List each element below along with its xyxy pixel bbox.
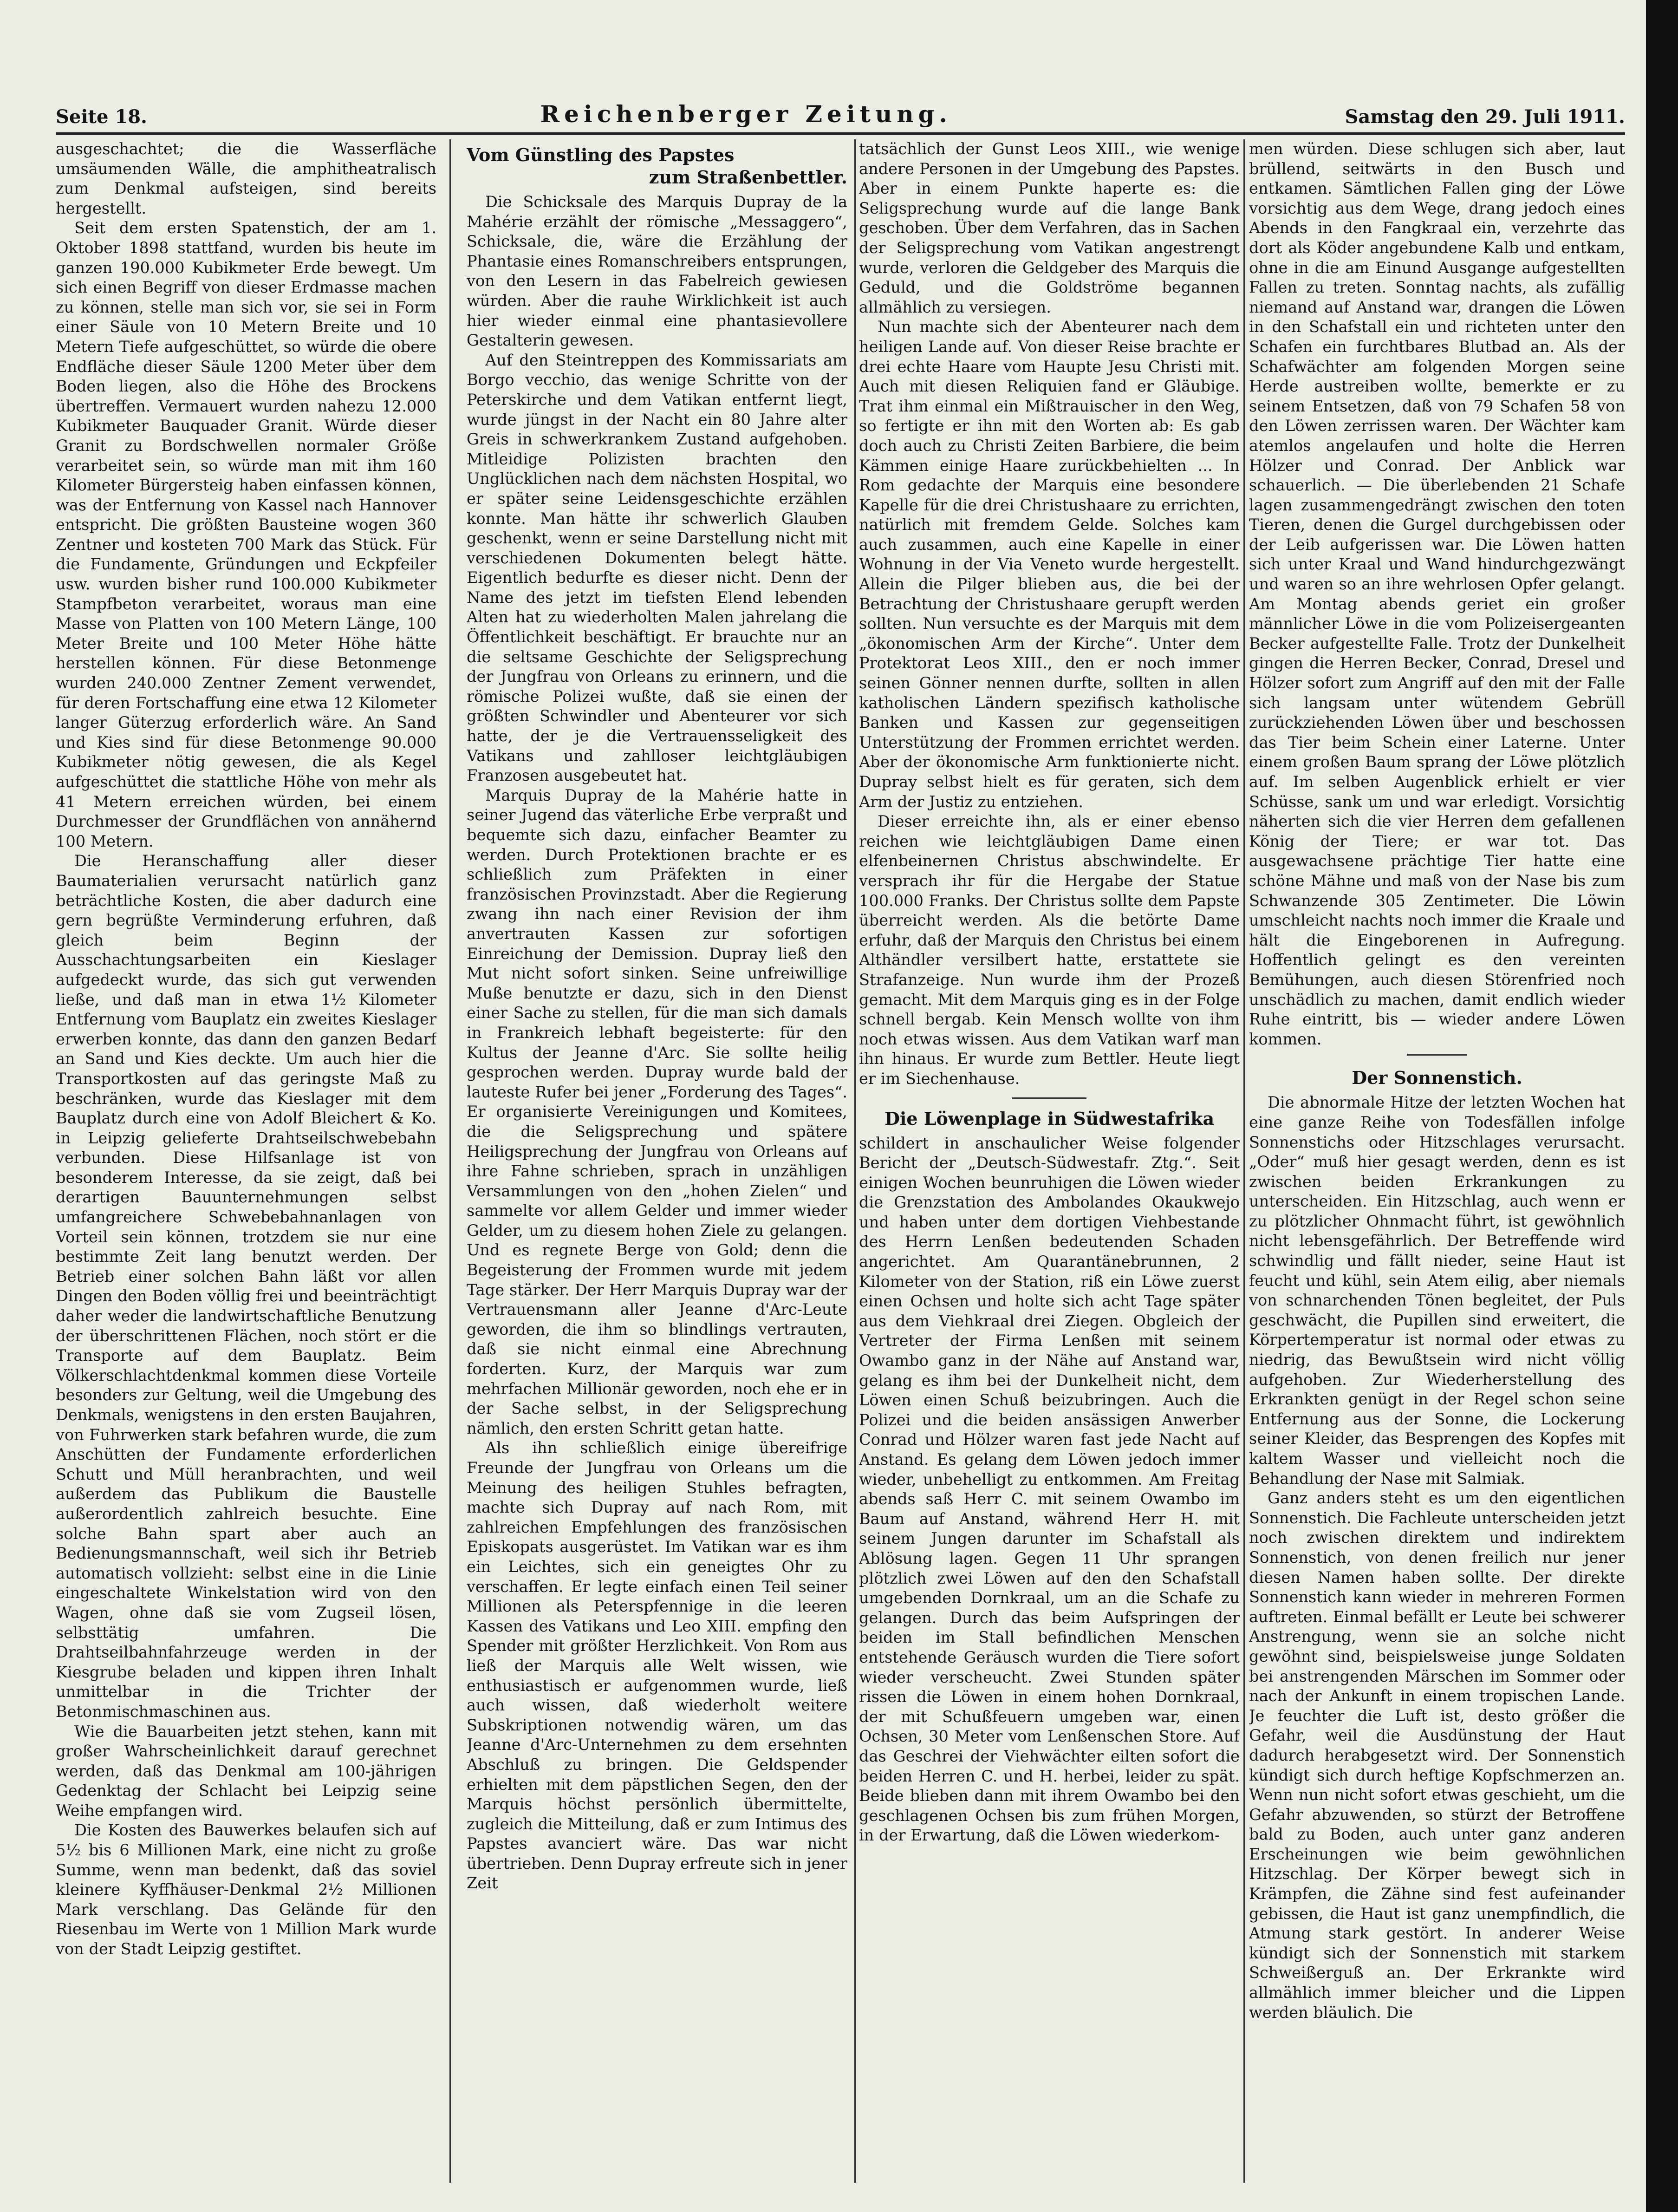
header-rule	[56, 132, 1625, 135]
headline-line: zum Straßenbettler.	[649, 167, 847, 188]
paragraph: Die Kosten des Bauwerkes belaufen sich auf 5½ bis 6 Millionen Mark, eine nicht zu große Summe, wenn man bedenkt, daß das soviel kleinere Kyffhäuser-Denkmal 2½ Millionen Mark verschlang. Das Gelände für den Riesenbau im Werte von 1 Million Mark wurde von der Stadt Leipzig gestiftet.	[56, 1821, 436, 1958]
column-divider	[449, 139, 451, 2183]
headline-line: Vom Günstling des Papstes	[467, 144, 735, 165]
paragraph: Ganz anders steht es um den eigentlichen Sonnenstich. Die Fachleute unterscheiden jetzt noch zwischen direktem und indirektem Sonnenstich, von denen freilich nur jener diesen Namen haben sollte. Der direkte Sonnenstich kann wieder in mehreren Formen auftreten. Einmal befällt er Leute bei schwerer Anstrengung, wenn sie an solche nicht gewöhnt sind, beispielsweise junge Soldaten bei anstrengenden Märschen im Sommer oder nach der Ankunft in einem tropischen Lande. Je feuchter die Luft ist, desto größer die Gefahr, weil die Ausdünstung der Haut dadurch herabgesetzt wird. Der Sonnenstich kündigt sich durch heftige Kopfschmerzen an. Wenn nun nicht sofort etwas geschieht, um die Gefahr abzuwenden, so stürzt der Betroffene bald zu Boden, auch unter ganz anderen Erscheinungen wie beim gewöhnlichen Hitzschlag. Der Körper bewegt sich in Krämpfen, die Zähne sind fest aufeinander gebissen, die Haut ist ganz unempfindlich, die Atmung stark gestört. In anderer Weise kündigt sich der Sonnenstich mit starkem Schweißerguß an. Der Erkrankte wird allmählich immer bleicher und die Lippen werden bläulich. Die	[1249, 1489, 1625, 2022]
paragraph: Marquis Dupray de la Mahérie hatte in seiner Jugend das väterliche Erbe verpraßt und bequemte sich dazu, einfacher Beamter zu werden. Durch Protektionen brachte er es schließlich zum Präfekten in einer französischen Provinzstadt. Aber die Regierung zwang ihn nach einer Revision der ihm anvertrauten Kassen zur sofortigen Einreichung der Demission. Dupray ließ den Mut nicht sofort sinken. Seine unfreiwillige Muße benutzte er dazu, sich in den Dienst einer Sache zu stellen, für die man sich damals in Frankreich lebhaft begeisterte: für den Kultus der Jeanne d'Arc. Sie sollte heilig gesprochen werden. Dupray wurde bald der lauteste Rufer bei jener „Forderung des Tages“. Er organisierte Vereinigungen und Komitees, die die Seligsprechung und spätere Heiligsprechung der Jungfrau von Orleans auf ihre Fahne schrieben, sprach in unzähligen Versammlungen von den „hohen Zielen“ und sammelte vor allem Gelder und immer wieder Gelder, um zu diesem hohen Ziele zu gelangen. Und es regnete Berge von Gold; denn die Begeisterung der Frommen wurde mit jedem Tage stärker. Der Herr Marquis Dupray war der Vertrauensmann aller Jeanne d'Arc-Leute geworden, die ihm so blindlings vertrauten, daß sie nicht einmal eine Abrechnung forderten. Kurz, der Marquis war zum mehrfachen Millionär geworden, noch ehe er in der Sache selbst, in der Seligsprechung nämlich, den ersten Schritt getan hatte.	[467, 786, 847, 1437]
paragraph: Die abnormale Hitze der letzten Wochen hat eine ganze Reihe von Todesfällen infolge Sonnenstichs oder Hitzschlages verursacht. „Oder“ muß hier gesagt werden, denn es ist zwischen beiden Erkrankungen zu unterscheiden. Ein Hitzschlag, auch wenn er zu plötzlicher Ohnmacht führt, ist gewöhnlich nicht lebensgefährlich. Der Betreffende wird schwindlig und fällt nieder, seine Haut ist feucht und kühl, sein Atem eilig, aber niemals von schnarchenden Tönen begleitet, der Puls geschwächt, die Pupillen sind erweitert, die Körpertemperatur ist normal oder etwas zu niedrig, das Bewußtsein wird nicht völlig aufgehoben. Zur Wiederherstellung des Erkrankten genügt in der Regel schon seine Entfernung aus der Sonne, die Lockerung seiner Kleider, das Besprengen des Kopfes mit kaltem Wasser und vielleicht noch die Behandlung der Nase mit Salmiak.	[1249, 1093, 1625, 1488]
paragraph: men würden. Diese schlugen sich aber, laut brüllend, seitwärts in den Busch und entkamen. Sämtlichen Fallen ging der Löwe vorsichtig aus dem Wege, drang jedoch eines Abends in den Fangkraal ein, verzehrte das dort als Köder angebundene Kalb und entkam, ohne in die am Einund Ausgange aufgestellten Fallen zu treten. Sonntag nachts, als zufällig niemand auf Anstand war, drangen die Löwen in den Schafstall ein und richteten unter den Schafen ein furchtbares Blutbad an. Als der Schafwächter am folgenden Morgen seine Herde austreiben wollte, bemerkte er zu seinem Entsetzen, daß von 79 Schafen 58 von den Löwen zerrissen waren. Der Wächter kam atemlos angelaufen und holte die Herren Hölzer und Conrad. Der Anblick war schauerlich. — Die überlebenden 21 Schafe lagen zusammengedrängt zwischen den toten Tieren, denen die Gurgel durchgebissen oder der Leib aufgerissen war. Die Löwen hatten sich unter Kraal und Wand hindurchgezwängt und waren so an ihre wehrlosen Opfer gelangt. Am Montag abends geriet ein großer männlicher Löwe in die vom Polizeisergeanten Becker aufgestellte Falle. Trotz der Dunkelheit gingen die Herren Becker, Conrad, Dresel und Hölzer sofort zum Angriff auf den mit der Falle sich langsam unter wütendem Gebrüll zurückziehenden Löwen über und beschossen das Tier beim Schein einer Laterne. Unter einem großen Baum sprang der Löwe plötzlich auf. Im selben Augenblick erhielt er vier Schüsse, sank um und war erledigt. Vorsichtig näherten sich die vier Herren dem gefallenen König der Tiere; er war tot. Das ausgewachsene prächtige Tier hatte eine schöne Mähne und maß von der Nase bis zum Schwanzende 305 Zentimeter. Die Löwin umschleicht nachts noch immer die Kraale und hält die Eingeborenen in Aufregung. Hoffentlich gelingt es den vereinten Bemühungen, auch diesen Störenfried noch unschädlich zu machen, damit endlich wieder Ruhe eintritt, bis — wieder andere Löwen kommen.	[1249, 140, 1625, 1048]
paragraph: Wie die Bauarbeiten jetzt stehen, kann mit großer Wahrscheinlichkeit darauf gerechnet werden, daß das Denkmal am 100-jährigen Gedenktag der Schlacht bei Leipzig seine Weihe empfangen wird.	[56, 1722, 436, 1820]
scan-edge	[1646, 0, 1678, 2212]
headline-papst	[467, 144, 847, 189]
column-divider	[854, 139, 856, 2183]
paragraph: schildert in anschaulicher Weise folgender Bericht der „Deutsch-Südwestafr. Ztg.“. Seit einigen Wochen beunruhigen die Löwen wieder die Grenzstation des Ambolandes Okaukwejo und haben unter dem dortigen Viehbestande des Herrn Lenßen bedeutenden Schaden angerichtet. Am Quarantänebrunnen, 2 Kilometer von der Station, riß ein Löwe zuerst einen Ochsen und holte sich acht Tage später aus dem Viehkraal drei Ziegen. Obgleich der Vertreter der Firma Lenßen mit seinem Owambo ganz in der Nähe auf Anstand war, gelang es ihm bei der Dunkelheit nicht, dem Löwen einen Schuß beizubringen. Auch die Polizei und die beiden ansässigen Anwerber Conrad und Hölzer waren fast jede Nacht auf Anstand. Es gelang dem Löwen jedoch immer wieder, unbehelligt zu entkommen. Am Freitag abends saß Herr C. mit seinem Owambo im Baum auf Anstand, während Herr H. mit seinem Jungen darunter im Schafstall als Ablösung lagen. Gegen 11 Uhr sprangen plötzlich zwei Löwen auf den den Schafstall umgebenden Dornkraal, um an die Schafe zu gelangen. Durch das beim Aufspringen der beiden im Stall befindlichen Menschen entstehende Geräusch wurden die Tiere sofort wieder verscheucht. Zwei Stunden später rissen die Löwen in einem hohen Dornkraal, der mit Schußfeuern umgeben war, einen Ochsen, 30 Meter vom Lenßenschen Store. Auf das Geschrei der Viehwächter eilten sofort die beiden Herren C. und H. herbei, leider zu spät. Beide blieben dann mit ihrem Owambo bei den geschlagenen Ochsen bis zum frühen Morgen, in der Erwartung, daß die Löwen wiederkom-	[859, 1134, 1240, 1845]
page-header	[56, 100, 1625, 128]
section-separator	[1407, 1054, 1467, 1056]
column-divider	[1243, 139, 1245, 2183]
column-2	[467, 139, 847, 2173]
paragraph: Als ihn schließlich einige übereifrige Freunde der Jungfrau von Orleans um die Meinung des heiligen Stuhles befragten, machte sich Dupray auf nach Rom, mit zahlreichen Empfehlungen des französischen Episkopats ausgerüstet. Im Vatikan war es ihm ein Leichtes, sich ein geneigtes Ohr zu verschaffen. Er legte einfach einen Teil seiner Millionen als Peterspfennige in die leeren Kassen des Vatikans und Leo XIII. empfing den Spender mit größter Herzlichkeit. Von Rom aus ließ der Marquis alle Welt wissen, wie enthusiastisch er aufgenommen wurde, ließ auch wissen, daß wiederholt weitere Subskriptionen notwendig wären, um das Jeanne d'Arc-Unternehmen zu dem ersehnten Abschluß zu bringen. Die Geldspender erhielten mit dem päpstlichen Segen, den der Marquis höchst persönlich übermittelte, zugleich die Mitteilung, daß er zum Intimus des Papstes avanciert wäre. Das war nicht übertrieben. Denn Dupray erfreute sich in jener Zeit	[467, 1439, 847, 1892]
paragraph: Nun machte sich der Abenteurer nach dem heiligen Lande auf. Von dieser Reise brachte er drei echte Haare vom Haupte Jesu Christi mit. Auch mit diesen Reliquien fand er Gläubige. Trat ihm einmal ein Mißtrauischer in den Weg, so fertigte er ihn mit den Worten ab: Es gab doch auch zu Christi Zeiten Barbiere, die beim Kämmen einige Haare zurückbehielten ... In Rom gedachte der Marquis eine besondere Kapelle für die drei Christushaare zu errichten, natürlich mit fremdem Gelde. Solches kam auch zusammen, auch eine Kapelle in einer Wohnung in der Via Veneto wurde hergestellt. Allein die Pilger blieben aus, die bei der Betrachtung der Christushaare gerupft werden sollten. Nun versuchte es der Marquis mit dem „ökonomischen Arm der Kirche“. Unter dem Protektorat Leos XIII., den er noch immer seinen Gönner nennen durfte, sollten in allen katholischen Ländern spezifisch katholische Banken und Kassen zur gegenseitigen Unterstützung der Frommen errichtet werden. Aber der ökonomische Arm funktionierte nicht. Dupray selbst hielt es für geraten, sich dem Arm der Justiz zu entziehen.	[859, 318, 1240, 811]
section-separator	[1012, 1097, 1086, 1099]
paragraph: ausgeschachtet; die die Wasserfläche umsäumenden Wälle, die amphitheatralisch zum Denkmal aufsteigen, sind bereits hergestellt.	[56, 140, 436, 217]
paragraph: tatsächlich der Gunst Leos XIII., wie wenige andere Personen in der Umgebung des Papstes. Aber in einem Punkte haperte es: die Seligsprechung wurde auf die lange Bank geschoben. Über dem Verfahren, das in Sachen der Seligsprechung vom Vatikan angestrengt wurde, verloren die Geldgeber des Marquis die Geduld, und die Goldströme begannen allmählich zu versiegen.	[859, 140, 1240, 316]
issue-date: Samstag den 29. Juli 1911.	[1345, 106, 1625, 128]
paragraph: Seit dem ersten Spatenstich, der am 1. Oktober 1898 stattfand, wurden bis heute im ganzen 190.000 Kubikmeter Erde bewegt. Um sich einen Begriff von dieser Erdmasse machen zu können, stelle man sich vor, sie sei in Form einer Säule von 10 Metern Breite und 10 Metern Tiefe aufgeschüttet, so würde die obere Endfläche dieser Säule 1200 Meter über dem Boden liegen, also die Höhe des Brockens übertreffen. Vermauert wurden nahezu 12.000 Kubikmeter Bauquader Granit. Würde dieser Granit zu Bordschwellen normaler Größe verarbeitet sein, so würde man mit ihm 160 Kilometer Bürgersteig haben einfassen können, was der Entfernung von Kassel nach Hannover entspricht. Die größten Bausteine wogen 360 Zentner und kosteten 700 Mark das Stück. Für die Fundamente, Gründungen und Eckpfeiler usw. wurden bisher rund 100.000 Kubikmeter Stampfbeton verarbeitet, woraus man eine Masse von Platten von 100 Metern Länge, 100 Meter Breite und 100 Meter Höhe hätte herstellen können. Für diese Betonmenge wurden 240.000 Zentner Zement verwendet, für deren Fortschaffung eine etwa 12 Kilometer langer Güterzug erforderlich wäre. An Sand und Kies sind für diese Betonmenge 90.000 Kubikmeter nötig gewesen, die als Kegel aufgeschüttet die stattliche Höhe von mehr als 41 Metern erreichen würden, bei einem Durchmesser der Grundflächen von annähernd 100 Metern.	[56, 219, 436, 850]
paragraph: Dieser erreichte ihn, als er einer ebenso reichen wie leichtgläubigen Dame einen elfenbeinernen Christus abschwindelte. Er versprach ihr für die Hergabe der Statue 100.000 Franks. Der Christus sollte dem Papste überreicht werden. Als die betörte Dame erfuhr, daß der Marquis den Christus bei einem Althändler versilbert hatte, erstattete sie Strafanzeige. Nun wurde ihm der Prozeß gemacht. Mit dem Marquis ging es in der Folge schnell bergab. Kein Mensch wollte von ihm noch etwas wissen. Aus dem Vatikan warf man ihn hinaus. Er wurde zum Bettler. Heute liegt er im Siechenhause.	[859, 812, 1240, 1088]
newspaper-title: Reichenberger Zeitung.	[540, 100, 952, 128]
column-3	[859, 139, 1240, 2173]
page-number: Seite 18.	[56, 106, 147, 128]
headline-sonnenstich: Der Sonnenstich.	[1352, 1067, 1522, 1089]
headline-loewenplage: Die Löwenplage in Südwestafrika	[884, 1108, 1215, 1129]
column-4	[1249, 139, 1625, 2173]
column-1	[56, 139, 436, 2173]
paragraph: Auf den Steintreppen des Kommissariats am Borgo vecchio, das wenige Schritte von der Peterskirche und dem Vatikan entfernt liegt, wurde jüngst in der Nacht ein 80 Jahre alter Greis in schwerkrankem Zustand aufgehoben. Mitleidige Polizisten brachten den Unglücklichen nach dem nächsten Hospital, wo er später seine Leidensgeschichte erzählen konnte. Man hätte ihr schwerlich Glauben geschenkt, wenn er seine Darstellung nicht mit verschiedenen Dokumenten belegt hätte. Eigentlich bedurfte es dieser nicht. Denn der Name des jetzt im tiefsten Elend lebenden Alten hat zu wiederholten Malen jahrelang die Öffentlichkeit beschäftigt. Er brauchte nur an die seltsame Geschichte der Seligsprechung der Jungfrau von Orleans zu erinnern, und die römische Polizei wußte, daß sie einen der größten Schwindler und Abenteurer vor sich hatte, der je die Vertrauensseligkeit des Vatikans und zahlloser leichtgläubigen Franzosen ausgebeutet hat.	[467, 351, 847, 785]
paragraph: Die Heranschaffung aller dieser Baumaterialien verursacht natürlich ganz beträchtliche Kosten, die aber dadurch eine gern begrüßte Verminderung erfuhren, daß gleich beim Beginn der Ausschachtungsarbeiten ein Kieslager aufgedeckt wurde, das sich gut verwenden ließe, und daß man in etwa 1½ Kilometer Entfernung vom Bauplatz ein zweites Kieslager erwerben konnte, das dann den ganzen Bedarf an Sand und Kies deckte. Um auch hier die Transportkosten auf das geringste Maß zu beschränken, wurde das Kieslager mit dem Bauplatz durch eine von Adolf Bleichert & Ko. in Leipzig gelieferte Drahtseilschwebebahn verbunden. Diese Hilfsanlage ist von besonderem Interesse, da sie zeigt, daß bei derartigen Bauunternehmungen selbst umfangreichere Schwebebahnanlagen von Vorteil sein können, trotzdem sie nur eine bestimmte Zeit lang benutzt werden. Der Betrieb einer solchen Bahn läßt vor allen Dingen den Boden völlig frei und beeinträchtigt daher weder die landwirtschaftliche Benutzung der überschrittenen Flächen, noch stört er die Transporte auf dem Bauplatz. Beim Völkerschlachtdenkmal kommen diese Vorteile besonders zur Geltung, weil die Umgebung des Denkmals, wenigstens in den ersten Baujahren, von Fuhrwerken stark befahren wurde, die zum Anschütten der Fundamente erforderlichen Schutt und Müll heranbrachten, und weil außerdem das Publikum die Baustelle außerordentlich zahlreich besuchte. Eine solche Bahn spart aber auch an Bedienungsmannschaft, weil sich ihr Betrieb automatisch vollzieht: selbst eine in die Linie eingeschaltete Winkelstation wird von den Wagen, ohne daß sie vom Zugseil lösen, selbsttätig umfahren. Die Drahtseilbahnfahrzeuge werden in der Kiesgrube beladen und kippen ihren Inhalt unmittelbar in die Trichter der Betonmischmaschinen aus.	[56, 852, 436, 1721]
paragraph: Die Schicksale des Marquis Dupray de la Mahérie erzählt der römische „Messaggero“, Schicksale, die, wäre die Erzählung der Phantasie eines Romanschreibers entsprungen, von den Lesern in das Fabelreich gewiesen würden. Aber die rauhe Wirklichkeit ist auch hier wieder einmal eine phantasievollere Gestalterin gewesen.	[467, 193, 847, 350]
